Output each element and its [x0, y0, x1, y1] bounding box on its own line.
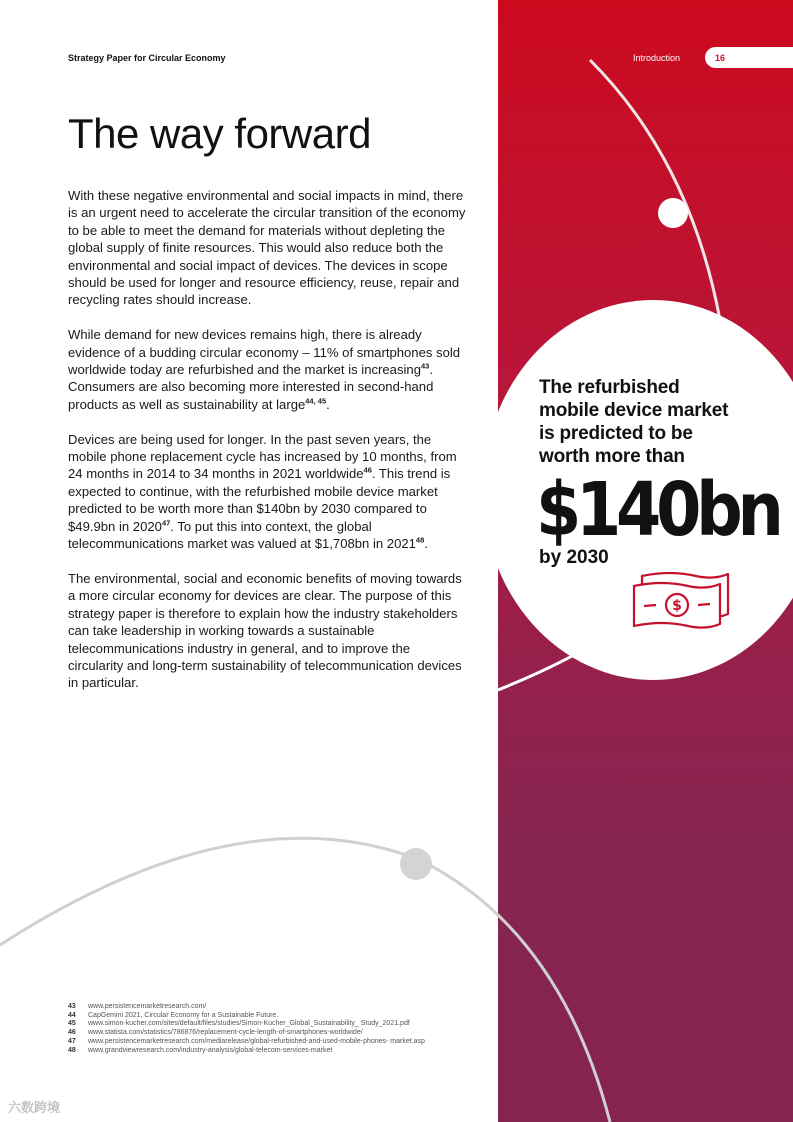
footnote-ref: 43 [421, 361, 430, 371]
doc-title: Strategy Paper for Circular Economy [68, 53, 226, 63]
section-label: Introduction [633, 53, 681, 63]
arc-bottom [0, 838, 610, 1122]
footnote-link[interactable]: www.persistencemarketresearch.com/mediarelease/global-refurbished-and-used-mobile-phones- market.asp [88, 1037, 425, 1045]
paragraph-2: While demand for new devices remains high, there is already evidence of a budding circular economy – 11% of smartphones sold worldwide today are refurbished and the market is increasing$^{43}$. Consumers are also becoming more interested in second-hand products as well as sustainability at large$^{44, 45}$. [68, 327, 461, 412]
callout-line-2: mobile device market [539, 400, 729, 421]
footnote-link[interactable]: www.statista.com/statistics/786876/replacement-cycle-length-of-smartphones-worldwide/ [88, 1029, 363, 1037]
footnote-item: 45 www.simon-kucher.com/sites/default/files/studies/Simon-Kucher_Global_Sustainability_ Study_2021.pdf [68, 1020, 488, 1029]
callout-line-4: worth more than [539, 446, 685, 467]
paragraph-3: Devices are being used for longer. In the past seven years, the mobile phone replacement cycle has increased by 10 months, from 24 months in 2014 to 34 months in 2021 worldwide$^{46}$. This trend is expected to continue, with the refurbished mobile device market predicted to be worth more than $140bn by 2030 compared to $49.9bn in 2020$^{47}$. To put this into context, the global telecommunications market was valued at $1,708bn in 2021$^{48}$. [68, 431, 457, 552]
svg-text:$: $ [672, 598, 682, 614]
page-number: 16 [715, 53, 726, 63]
callout-year: by 2030 [539, 547, 609, 568]
arc-dot-bottom [400, 848, 432, 880]
paragraph-4: The environmental, social and economic benefits of moving towards a more circular economy for devices are clear. The purpose of this strategy paper is therefore to explain how the industry stakeholders can take leadership in working towards a sustainable telecommunications industry in general, and to improve the circularity and long-term sustainability of telecommunication devices in particular. [68, 570, 462, 691]
callout-line-3: is predicted to be [539, 423, 693, 444]
footnote-item: 44 CapGemini 2021, Circular Economy for a Sustainable Future. [68, 1011, 279, 1019]
footnotes [68, 1003, 488, 1055]
body-text [68, 187, 468, 709]
footnote-link[interactable]: www.persistencemarketresearch.com/ [88, 1003, 207, 1010]
footnote-ref: 47 [161, 518, 171, 528]
callout-box [536, 376, 779, 569]
footnote-item: 43 www.persistencemarketresearch.com/ [68, 1003, 488, 1012]
footnote-item: 47 www.persistencemarketresearch.com/mediarelease/global-refurbished-and-used-mobile-phones- market.asp [68, 1038, 488, 1047]
page-title: The way forward [68, 110, 371, 157]
footnote-link[interactable]: www.grandviewresearch.com/industry-analysis/global-telecom-services-market [88, 1046, 333, 1054]
paragraph-1: With these negative environmental and social impacts in mind, there is an urgent need to accelerate the circular transition of the economy to be able to meet the demand for materials without depleting the global supply of finite resources. This would also reduce both the environmental and social impact of devices. The devices in scope should be used for longer and resource efficiency, reuse, repair and recycling rates should increase. [68, 188, 466, 308]
footnote-ref: 48 [415, 535, 425, 545]
watermark: 六数跨境 [8, 1100, 61, 1115]
footnote-ref: 44, 45 [305, 396, 327, 406]
footnote-link[interactable]: www.simon-kucher.com/sites/default/files/studies/Simon-Kucher_Global_Sustainability_ Study_2021.pdf [88, 1020, 410, 1028]
arc-dot-top [658, 198, 688, 228]
callout-line-1: The refurbished [539, 377, 680, 398]
banknote-dollar-icon [630, 570, 734, 632]
footnote-ref: 46 [363, 466, 372, 476]
footnote-item: 48 www.grandviewresearch.com/industry-analysis/global-telecom-services-market [68, 1047, 488, 1056]
arc-top-right [590, 60, 720, 320]
footnote-item: 46 www.statista.com/statistics/786876/replacement-cycle-length-of-smartphones-worldwide/ [68, 1029, 488, 1038]
callout-big-value: $140bn [536, 467, 779, 553]
